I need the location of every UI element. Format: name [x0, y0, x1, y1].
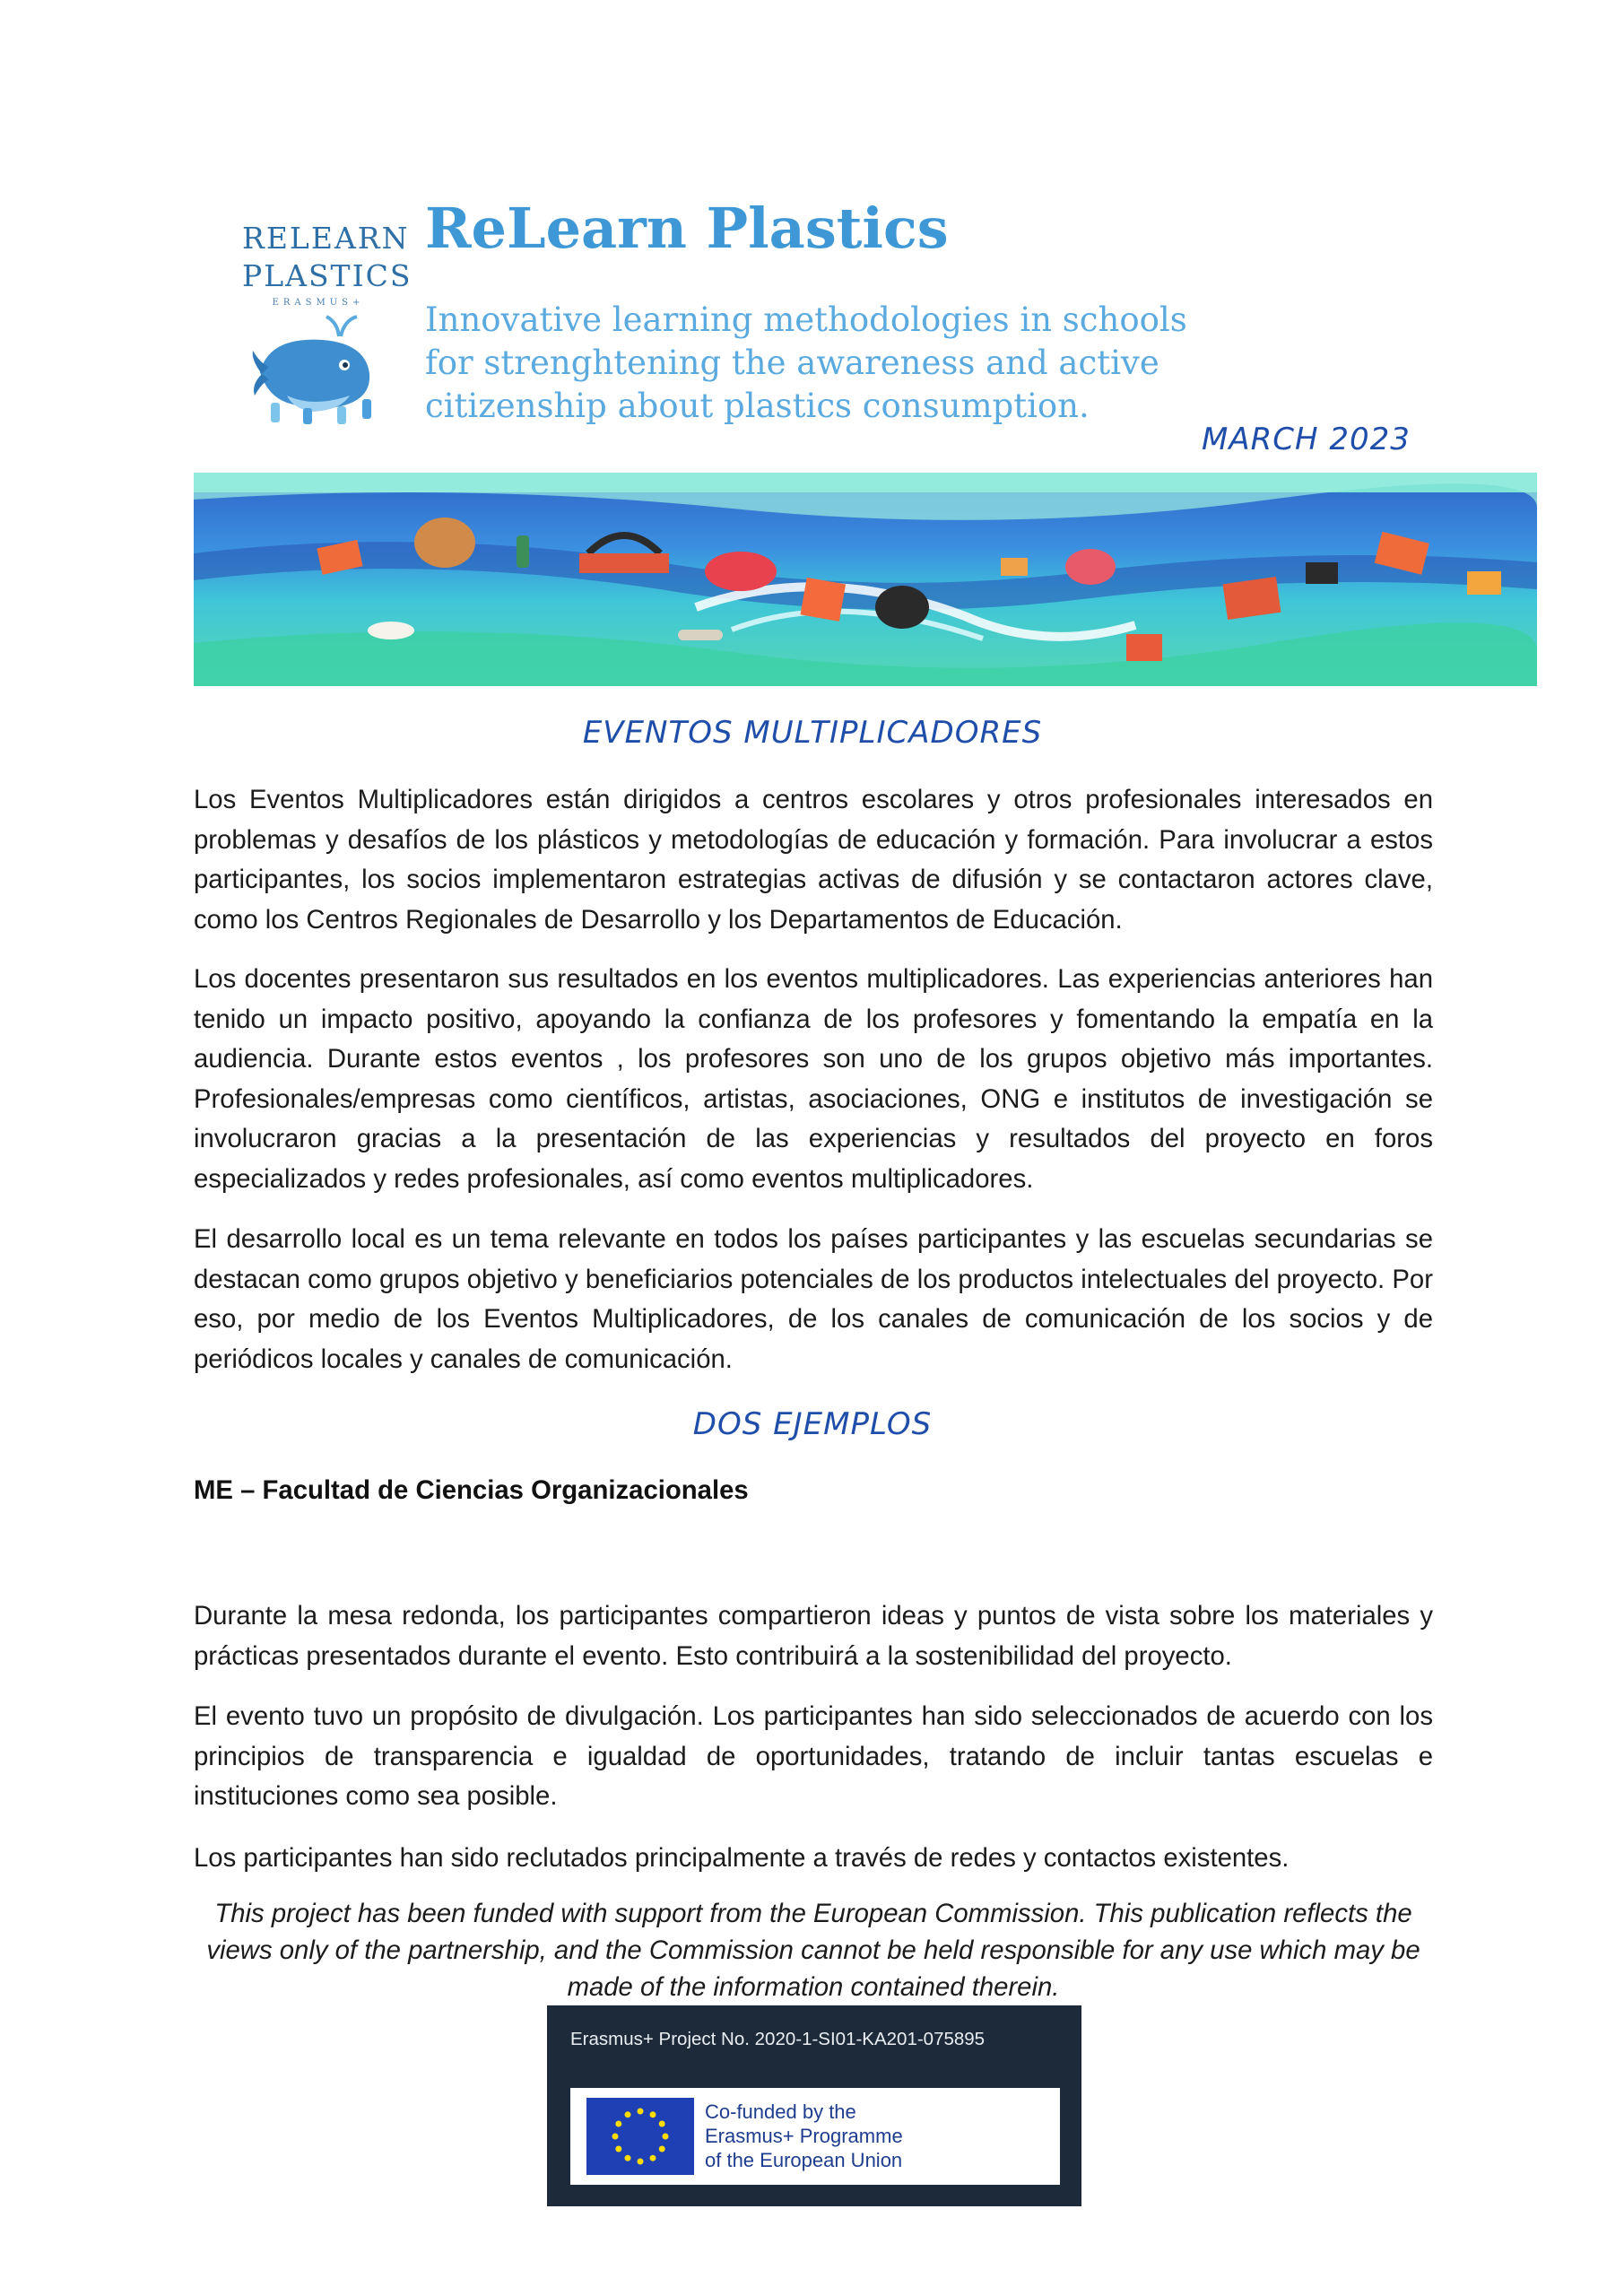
subtitle-line: for strenghtening the awareness and active: [425, 344, 1159, 382]
ocean-plastic-banner: [194, 473, 1537, 686]
paragraph: Los docentes presentaron sus resultados en los eventos multiplicadores. Las experiencias anteriores han tenido un impacto positivo, apoyando la confianza de los profesores y fomentando la empatía en la audiencia. Durante estos eventos , los profesores son uno de los grupos objetivo más importantes. Profesionales/empresas como científicos, artistas, asociaciones, ONG e institutos de investigación se involucraron gracias a la presentación de las experiencias y resultados del proyecto en foros especializados y redes profesionales, así como eventos multiplicadores.: [194, 964, 1433, 1194]
section-heading-eventos: EVENTOS MULTIPLICADORES: [582, 715, 1043, 751]
paragraph: El evento tuvo un propósito de divulgación. Los participantes han sido seleccionados de acuerdo con los principios de transparencia e igualdad de oportunidades, tratando de incluir tantas escuelas e instituciones como sea posible.: [194, 1701, 1433, 1811]
paragraph: El desarrollo local es un tema relevante en todos los países participantes y las escuelas secundarias se destacan como grupos objetivo y beneficiarios potenciales de los productos intelectuales del proyecto. Por eso, por medio de los Eventos Multiplicadores, de los canales de comunicación de los socios y de periódicos locales y canales de comunicación.: [194, 1224, 1433, 1374]
paragraph: Los participantes han sido reclutados principalmente a través de redes y contactos existentes.: [194, 1843, 1290, 1873]
newsletter-subtitle: [425, 299, 1187, 428]
cofunded-box: [570, 2088, 1060, 2185]
section-heading-ejemplos: DOS EJEMPLOS: [692, 1406, 933, 1442]
cofunded-line3: of the European Union: [705, 2149, 903, 2171]
paragraph: Los Eventos Multiplicadores están dirigidos a centros escolares y otros profesionales interesados en problemas y desafíos de los plásticos y metodologías de educación y formación. Para involucrar a estos participantes, los socios implementaron estrategias activas de difusión y se contactaron actores clave, como los Centros Regionales de Desarrollo y los Departamentos de Educación.: [194, 785, 1433, 935]
logo-line3: ERASMUS+: [272, 298, 365, 308]
eu-flag-icon: [586, 2098, 694, 2175]
newsletter-title: ReLearn Plastics: [425, 196, 949, 261]
cofunded-line2: Erasmus+ Programme: [705, 2125, 903, 2147]
logo-line2: PLASTICS: [242, 258, 413, 293]
paragraph: Durante la mesa redonda, los participantes compartieron ideas y puntos de vista sobre los materiales y prácticas presentados durante el evento. Esto contribuirá a la sostenibilidad del proyecto.: [194, 1601, 1433, 1671]
relearn-plastics-logo: [242, 215, 413, 430]
funding-disclaimer: This project has been funded with support from the European Commission. This publication reflects the views only of the partnership, and the Commission cannot be held responsible for any use which may be made of the information contained therein.: [206, 1899, 1420, 2002]
logo-line1: RELEARN: [242, 221, 410, 256]
erasmus-badge: [547, 2005, 1081, 2206]
project-number: Erasmus+ Project No. 2020-1-SI01-KA201-075895: [570, 2029, 986, 2049]
cofunded-line1: Co-funded by the: [705, 2100, 856, 2123]
issue-date: MARCH 2023: [1202, 422, 1411, 457]
subtitle-line: Innovative learning methodologies in schools: [425, 300, 1187, 339]
subtitle-line: citizenship about plastics consumption.: [425, 387, 1090, 425]
whale-logo-icon: [251, 309, 386, 426]
example-subheading: ME – Facultad de Ciencias Organizacionales: [194, 1475, 749, 1505]
